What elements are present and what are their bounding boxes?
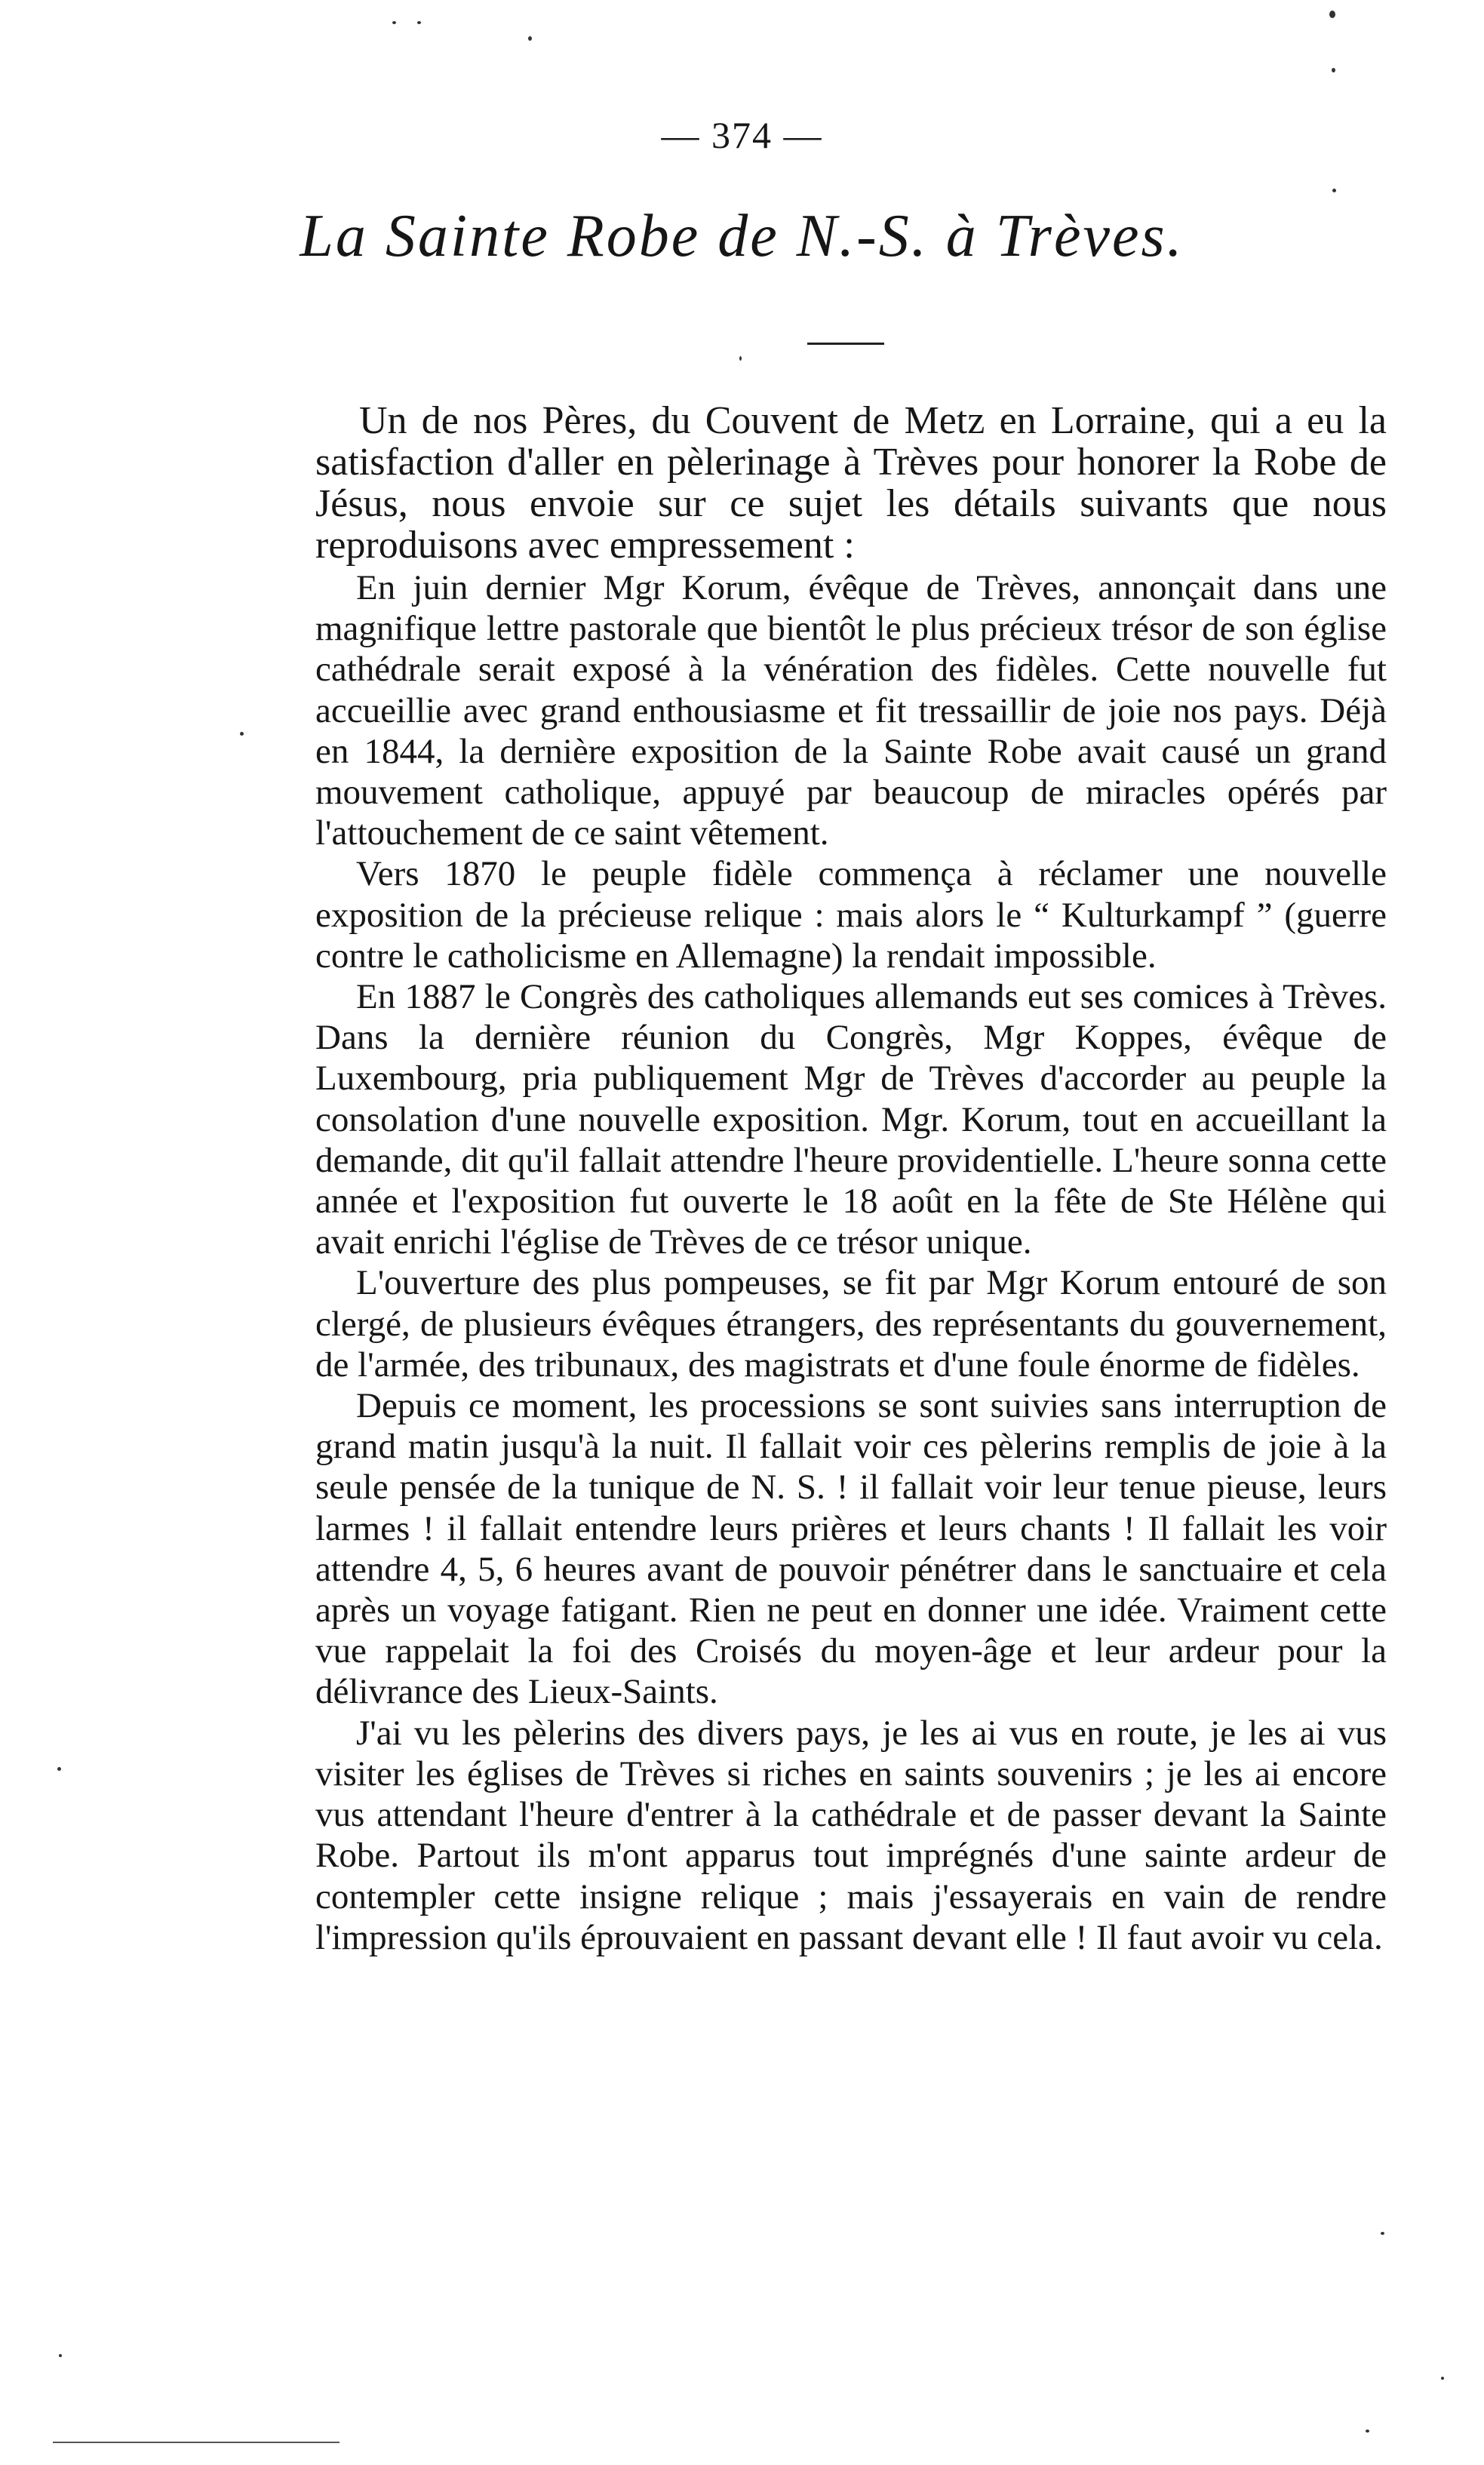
scan-speck bbox=[57, 1767, 61, 1771]
scan-speck bbox=[1441, 2377, 1444, 2380]
paragraph: L'ouverture des plus pompeuses, se fit par Mgr Korum entouré de son clergé, de plusieurs évêques étrangers, des représentants du gouvernement, de l'armée, des tribunaux, des magistrats et d'une foule énorme de fidèles. bbox=[315, 1263, 1387, 1385]
page-number: — 374 — bbox=[661, 114, 823, 156]
scan-speck bbox=[739, 356, 742, 361]
title-divider bbox=[807, 343, 884, 345]
paragraph: J'ai vu les pèlerins des divers pays, je les ai vus en route, je les ai vus visiter les églises de Trèves si riches en saints souvenirs ; je les ai encore vus attendant l'heure d'entrer à la cathédrale et de passer devant la Sainte Robe. Partout ils m'ont apparus tout imprégnés d'une sainte ardeur de contempler cette insigne relique ; mais j'essayerais en vain de rendre l'impression qu'ils éprouvaient en passant devant elle ! Il faut avoir vu cela. bbox=[315, 1713, 1387, 1957]
paragraph: Depuis ce moment, les processions se sont suivies sans interruption de grand matin jusqu'à la nuit. Il fallait voir ces pèlerins remplis de joie à la seule pensée de la tunique de N. S. ! il fallait voir leur tenue pieuse, leurs larmes ! il fallait entendre leurs prières et leurs chants ! Il fallait les voir attendre 4, 5, 6 heures avant de pouvoir pénétrer dans le sanctuaire et cela après un voyage fatigant. Rien ne peut en donner une idée. Vraiment cette vue rappelait la foi des Croisés du moyen-âge et leur ardeur pour la délivrance des Lieux-Saints. bbox=[315, 1386, 1387, 1712]
article-body bbox=[315, 400, 1387, 1958]
scan-speck bbox=[1332, 189, 1336, 192]
paragraph-intro: Un de nos Pères, du Couvent de Metz en Lorraine, qui a eu la satisfaction d'aller en pèlerinage à Trèves pour honorer la Robe de Jésus, nous envoie sur ce sujet les détails suivants que nous reproduisons avec empressement : bbox=[315, 399, 1387, 567]
scan-speck bbox=[1332, 68, 1335, 72]
scan-speck bbox=[59, 2354, 62, 2357]
scan-speck bbox=[528, 36, 532, 41]
scan-speck bbox=[1329, 11, 1335, 18]
paragraph: En 1887 le Congrès des catholiques allemands eut ses comices à Trèves. Dans la dernière réunion du Congrès, Mgr Koppes, évêque de Luxembourg, pria publiquement Mgr de Trèves d'accorder au peuple la consolation d'une nouvelle exposition. Mgr. Korum, tout en accueillant la demande, dit qu'il fallait attendre l'heure providentielle. L'heure sonna cette année et l'exposition fut ouverte le 18 août en la fête de Ste Hélène qui avait enrichi l'église de Trèves de ce trésor unique. bbox=[315, 977, 1387, 1262]
bottom-scan-edge bbox=[53, 2442, 340, 2443]
article-title: La Sainte Robe de N.-S. à Trèves. bbox=[300, 203, 1184, 269]
paragraph: Vers 1870 le peuple fidèle commença à réclamer une nouvelle exposition de la précieuse relique : mais alors le “ Kulturkampf ” (guerre contre le catholicisme en Allemagne) la rendait impossible. bbox=[315, 854, 1387, 976]
scan-speck bbox=[1366, 2430, 1369, 2433]
paragraph: En juin dernier Mgr Korum, évêque de Trèves, annonçait dans une magnifique lettre pastorale que bientôt le plus précieux trésor de son église cathédrale serait exposé à la vénération des fidèles. Cette nouvelle fut accueillie avec grand enthousiasme et fit tressaillir de joie nos pays. Déjà en 1844, la dernière exposition de la Sainte Robe avait causé un grand mouvement catholique, appuyé par beaucoup de miracles opérés par l'attouchement de ce saint vêtement. bbox=[315, 568, 1387, 853]
scan-speck bbox=[417, 21, 421, 24]
scan-speck bbox=[1381, 2232, 1384, 2235]
scan-speck bbox=[240, 732, 244, 736]
scan-speck bbox=[392, 21, 396, 24]
